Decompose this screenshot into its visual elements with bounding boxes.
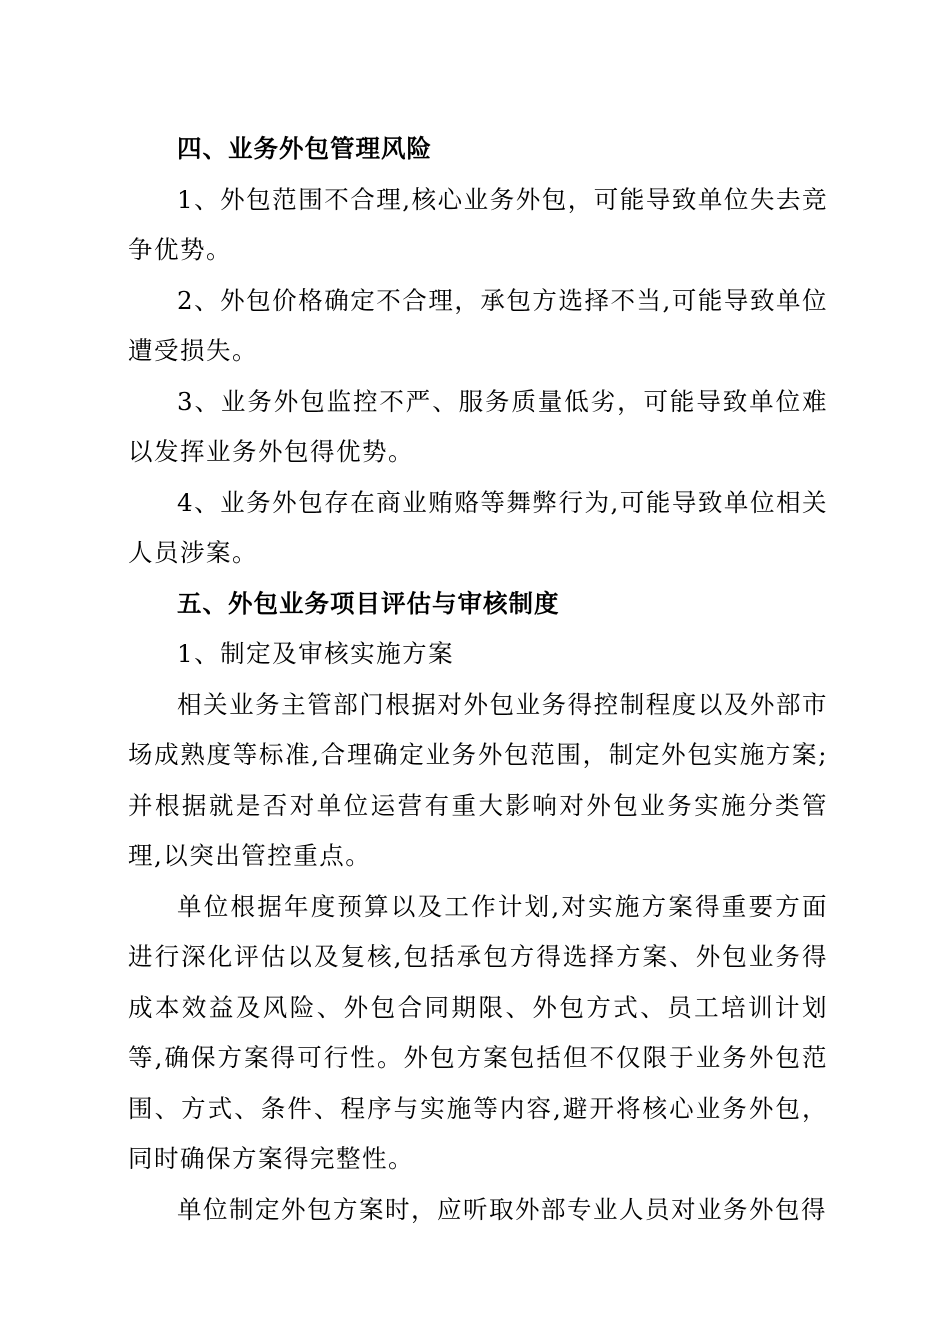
section-5-paragraph-1: 相关业务主管部门根据对外包业务得控制程度以及外部市场成熟度等标准,合理确定业务外包范围，制定外包实施方案;并根据就是否对单位运营有重大影响对外包业务实施分类管理,以突出管控重点。 bbox=[128, 689, 828, 870]
section-4-item-1: 1、外包范围不合理,核心业务外包，可能导致单位失去竞争优势。 bbox=[128, 184, 828, 264]
section-5-paragraph-2: 单位根据年度预算以及工作计划,对实施方案得重要方面进行深化评估以及复核,包括承包方得选择方案、外包业务得成本效益及风险、外包合同期限、外包方式、员工培训计划等,确保方案得可行性。外包方案包括但不仅限于业务外包范围、方式、条件、程序与实施等内容,避开将核心业务外包，同时确保方案得完整性。 bbox=[128, 891, 828, 1173]
section-5-heading: 五、外包业务项目评估与审核制度 bbox=[177, 588, 560, 618]
section-4-item-2: 2、外包价格确定不合理，承包方选择不当,可能导致单位遭受损失。 bbox=[128, 285, 828, 365]
section-4-item-3: 3、业务外包监控不严、服务质量低劣，可能导致单位难以发挥业务外包得优势。 bbox=[128, 386, 828, 466]
section-4-heading: 四、业务外包管理风险 bbox=[177, 134, 432, 163]
section-5-subheading: 1、制定及审核实施方案 bbox=[177, 639, 455, 668]
document-page bbox=[128, 124, 828, 1235]
section-5-paragraph-3: 单位制定外包方案时，应听取外部专业人员对业务外包得 bbox=[177, 1194, 827, 1224]
section-4-item-4: 4、业务外包存在商业贿赂等舞弊行为,可能导致单位相关人员涉案。 bbox=[128, 487, 828, 567]
